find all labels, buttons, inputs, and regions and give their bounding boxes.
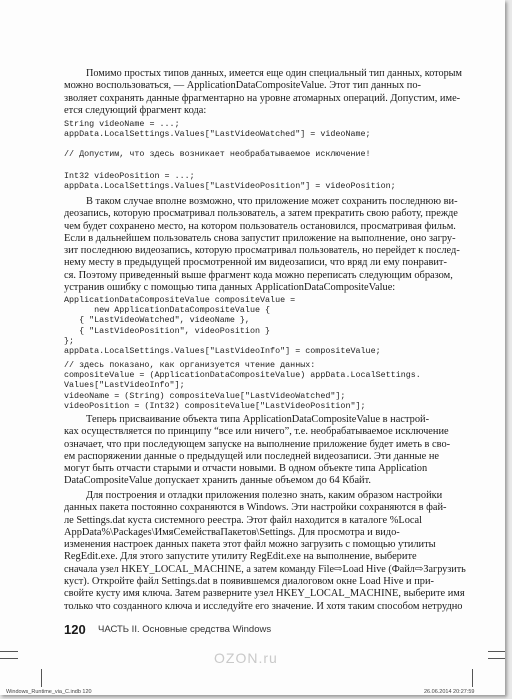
code-block-5: // здесь показано, как организуется чтение данных: compositeValue = (ApplicationDataCompositeValue) appData.LocalSettings. Values["LastVideoInfo"]; videoName = (String) compositeValue["LastVideoWatched"]; videoPosition = (Int32) compositeValue["LastVideoPosition"]; (64, 360, 421, 411)
text-line: Помимо простых типов данных, имеется еще один специальный тип данных, которым (86, 68, 462, 79)
code-block-4: ApplicationDataCompositeValue compositeValue = new ApplicationDataCompositeValue { { "LastVideoWatched", videoName }, { "LastVideoPosition", videoPosition } }; appData.LocalSettings.Values["LastVideoInfo"] = compositeValue; (64, 295, 381, 357)
text-line: В таком случае вполне возможно, что приложение может сохранить последнюю ви- (86, 196, 458, 207)
text-line: ем распоряжении данные о предыдущей или последней видеозаписи. Эти данные не (64, 450, 440, 462)
text-line: Теперь присваивание объекта типа ApplicationDataCompositeValue в настрой- (86, 414, 430, 425)
text-line: AppData%\Packages\ИмяСемействаПакетов\Settings. Для просмотра и видо- (64, 526, 400, 538)
print-date: 26.06.2014 20:27:59 (424, 689, 475, 695)
text-line: Если в дальнейшем пользователь снова запустит приложение на выполнение, оно загру- (64, 232, 456, 244)
text-line: изменения настроек данных пакета этот файл можно загрузить с помощью утилиты (64, 539, 436, 551)
text-line: DataCompositeValue допускает хранить данные объемом до 64 Кбайт. (64, 475, 371, 487)
text-line: данных пакета постоянно сохраняются в Windows. Эти настройки сохраняются в фай- (64, 502, 447, 514)
text-line: чем будет сохранено место, на котором пользователь остановился, просматривая фильм. (64, 220, 456, 232)
crop-mark (488, 658, 505, 659)
text-line: свойте кусту имя ключа. Затем разверните узел HKEY_LOCAL_MACHINE, выберите имя (64, 588, 465, 600)
paragraph-registry (64, 490, 468, 613)
paragraph-composite (64, 414, 468, 488)
text-line: можно воспользоваться, — ApplicationDataCompositeValue. Этот тип данных по- (64, 80, 421, 92)
running-footer-chapter: ЧАСТЬ II. Основные средства Windows (98, 624, 272, 635)
text-line: означает, что при последующем запуске на выполнение приложение будет иметь в сво- (64, 438, 451, 450)
text-line: устранив ошибку с помощью типа данных ApplicationDataCompositeValue: (64, 282, 396, 294)
text-line: зит последнюю видеозапись, которую просматривал пользователь, но перейдет к послед- (64, 245, 460, 257)
crop-mark (41, 669, 42, 687)
crop-mark (0, 658, 18, 659)
watermark-logo: OZON.ru (214, 650, 278, 666)
paragraph-intro (64, 68, 468, 117)
text-line: Для построения и отладки приложения полезно знать, каким образом настройки (86, 490, 443, 501)
text-line: ле Settings.dat куста системного реестра. Этот файл находится в каталоге %Local (64, 514, 423, 526)
text-line: ках осуществляется по принципу “все или ничего”, т.е. необрабатываемое исключение (64, 426, 449, 438)
text-line: куст). Откройте файл Settings.dat в появившемся диалоговом окне Load Hive и при- (64, 576, 434, 588)
text-line: могут быть отчасти старыми и отчасти новыми. В одном объекте типа Application (64, 463, 428, 475)
crop-mark (0, 651, 18, 652)
paragraph-explanation (64, 196, 468, 294)
text-line: ется следующий фрагмент кода: (64, 104, 207, 116)
code-block-1: String videoName = ...; appData.LocalSettings.Values["LastVideoWatched"] = videoName; (64, 119, 371, 140)
crop-mark (488, 651, 505, 652)
text-line: только что созданного ключа и исследуйте его значение. И хотя таким способом нетрудно (64, 600, 463, 612)
code-block-3: Int32 videoPosition = ...; appData.LocalSettings.Values["LastVideoPosition"] = videoPosition; (64, 171, 396, 192)
text-line: деозапись, которую просматривал пользователь, а затем прекратить свою работу, прежде (64, 208, 458, 220)
text-line: нему месту в предыдущей просмотренной им видеозаписи, что вряд ли ему понравит- (64, 257, 447, 269)
text-line: зволяет сохранять данные фрагментарно на уровне атомарных операций. Допустим, име- (64, 92, 461, 104)
text-line: сначала узел HKEY_LOCAL_MACHINE, а затем команду File⇨Load Hive (Файл⇨Загрузить (64, 563, 466, 575)
page-number: 120 (64, 622, 86, 637)
text-line: RegEdit.exe. Для этого запустите утилиту RegEdit.exe на выполнение, выберите (64, 551, 417, 563)
crop-mark (472, 669, 473, 687)
text-line: ся. Поэтому приведенный выше фрагмент кода можно переписать следующим образом, (64, 269, 453, 281)
print-file-name: Windows_Runtime_via_C.indb 120 (6, 689, 92, 695)
code-block-2: // Допустим, что здесь возникает необрабатываемое исключение! (64, 149, 371, 159)
